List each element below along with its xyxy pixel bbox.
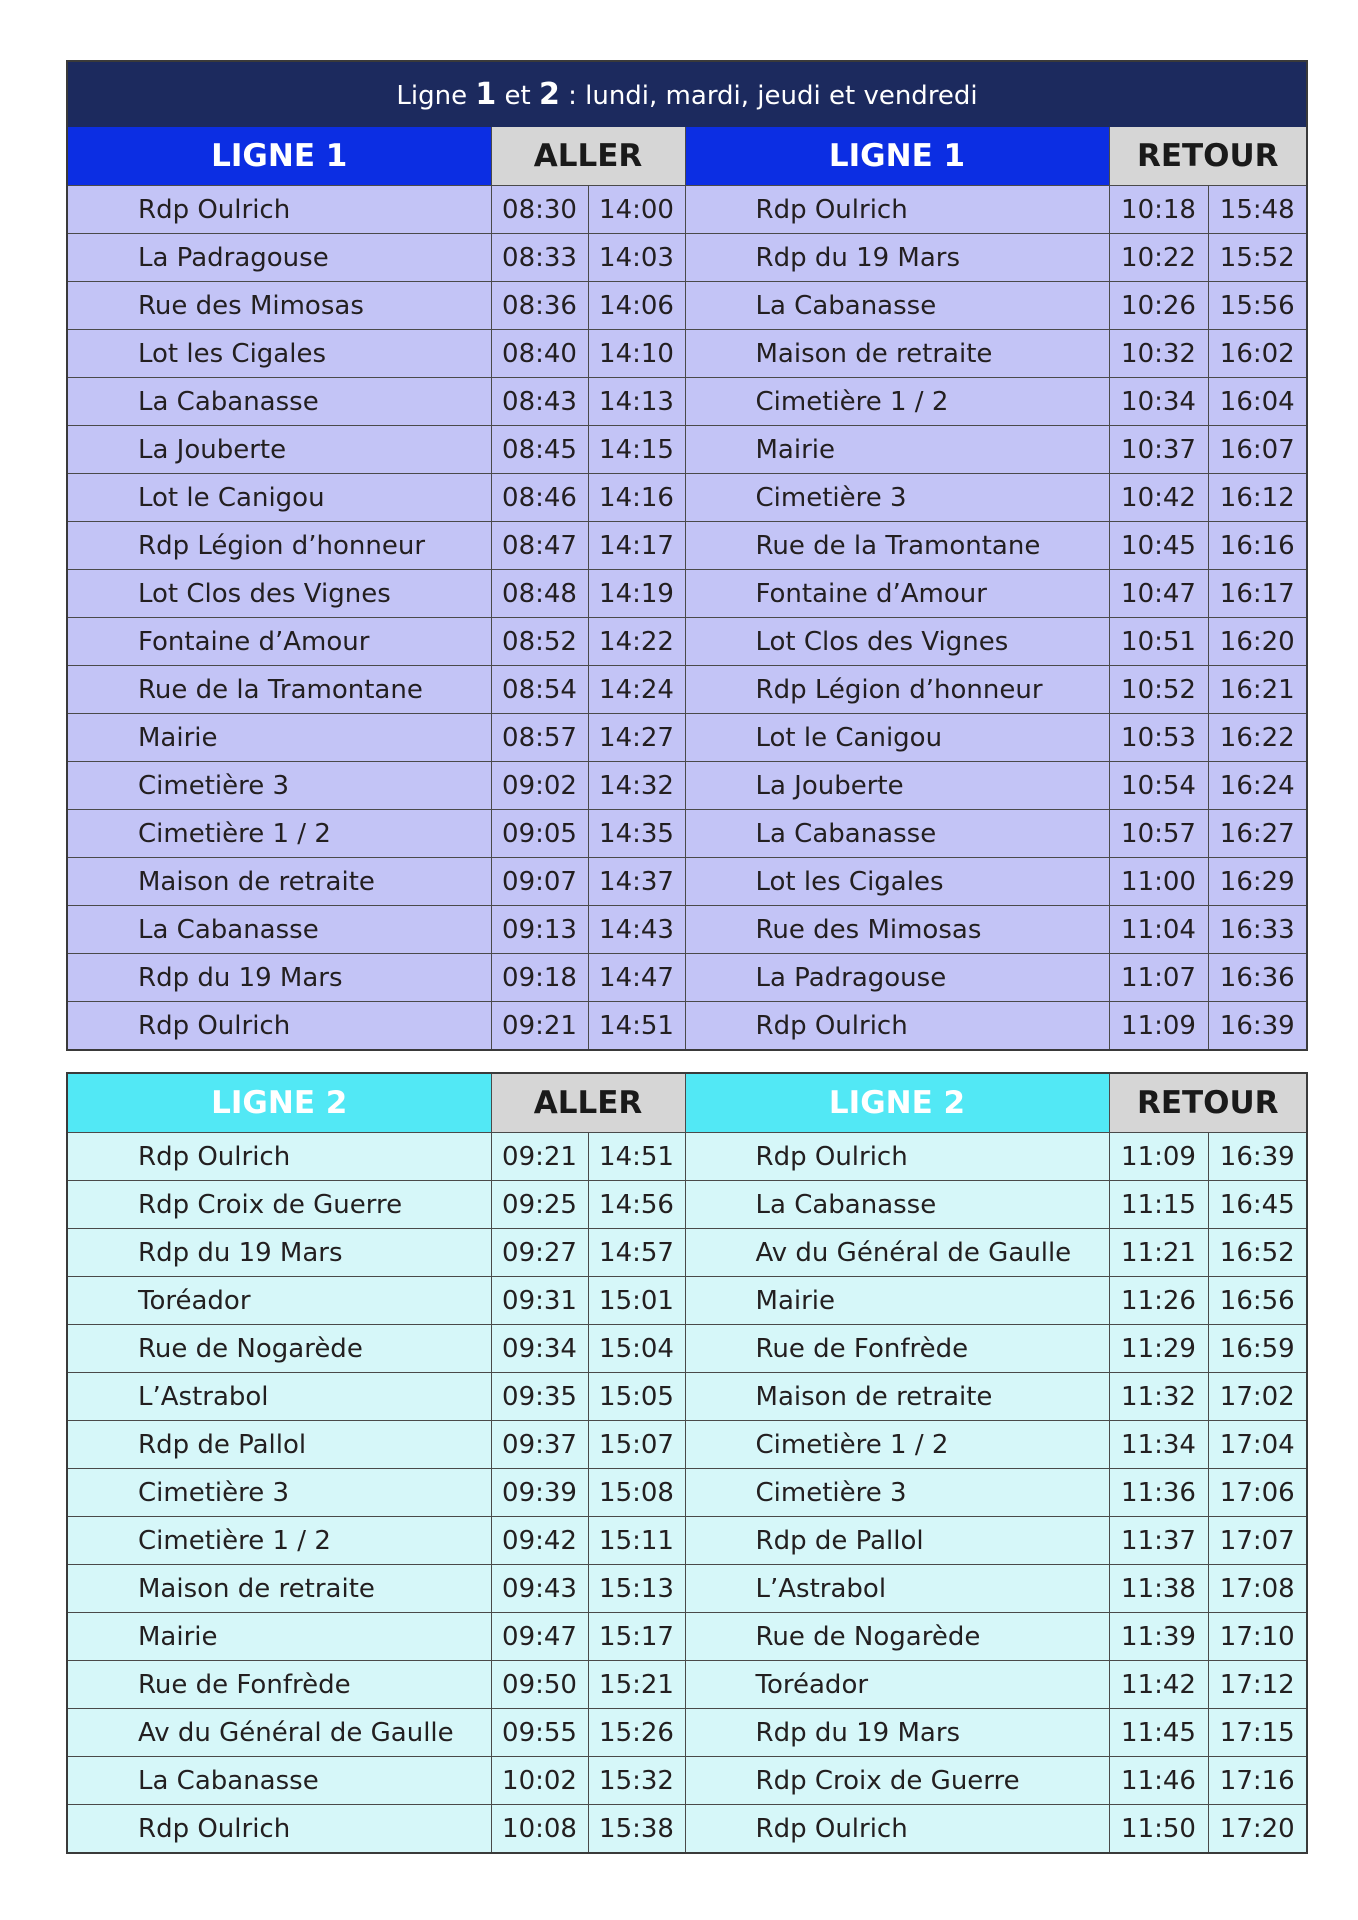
retour-time-afternoon: 17:16 <box>1208 1757 1307 1805</box>
retour-time-afternoon: 16:36 <box>1208 954 1307 1002</box>
aller-time-afternoon: 14:17 <box>588 522 685 570</box>
aller-stop: Toréador <box>67 1277 491 1325</box>
retour-time-morning: 11:04 <box>1109 906 1208 954</box>
aller-time-afternoon: 14:10 <box>588 330 685 378</box>
table-row <box>67 810 1307 858</box>
aller-stop: La Cabanasse <box>67 378 491 426</box>
retour-time-morning: 10:52 <box>1109 666 1208 714</box>
retour-time-afternoon: 16:39 <box>1208 1002 1307 1051</box>
retour-stop: Cimetière 1 / 2 <box>685 1421 1109 1469</box>
aller-stop: La Jouberte <box>67 426 491 474</box>
retour-stop: L’Astrabol <box>685 1565 1109 1613</box>
retour-time-morning: 11:36 <box>1109 1469 1208 1517</box>
retour-time-afternoon: 16:59 <box>1208 1325 1307 1373</box>
retour-time-morning: 10:18 <box>1109 186 1208 234</box>
aller-time-afternoon: 14:06 <box>588 282 685 330</box>
retour-stop: Rue de la Tramontane <box>685 522 1109 570</box>
aller-time-afternoon: 14:43 <box>588 906 685 954</box>
banner-text-and: et <box>496 80 539 111</box>
retour-stop: Lot les Cigales <box>685 858 1109 906</box>
aller-stop: L’Astrabol <box>67 1373 491 1421</box>
retour-stop: Mairie <box>685 1277 1109 1325</box>
aller-time-afternoon: 15:11 <box>588 1517 685 1565</box>
aller-time-morning: 09:31 <box>491 1277 588 1325</box>
retour-time-afternoon: 15:56 <box>1208 282 1307 330</box>
retour-time-morning: 11:26 <box>1109 1277 1208 1325</box>
aller-time-morning: 09:05 <box>491 810 588 858</box>
table-row <box>67 330 1307 378</box>
retour-stop: Cimetière 1 / 2 <box>685 378 1109 426</box>
table-row <box>67 762 1307 810</box>
aller-time-afternoon: 14:27 <box>588 714 685 762</box>
retour-stop: Rdp Légion d’honneur <box>685 666 1109 714</box>
ligne-2-aller-line-header: LIGNE 2 <box>67 1073 491 1133</box>
retour-time-afternoon: 16:52 <box>1208 1229 1307 1277</box>
aller-time-morning: 08:47 <box>491 522 588 570</box>
retour-stop: Av du Général de Gaulle <box>685 1229 1109 1277</box>
retour-time-afternoon: 16:27 <box>1208 810 1307 858</box>
aller-stop: Rdp Oulrich <box>67 1002 491 1051</box>
aller-time-morning: 09:21 <box>491 1133 588 1181</box>
table-row <box>67 1373 1307 1421</box>
retour-stop: Rue de Nogarède <box>685 1613 1109 1661</box>
aller-stop: Rdp Légion d’honneur <box>67 522 491 570</box>
retour-time-afternoon: 15:48 <box>1208 186 1307 234</box>
retour-time-afternoon: 16:56 <box>1208 1277 1307 1325</box>
retour-time-afternoon: 17:02 <box>1208 1373 1307 1421</box>
aller-time-morning: 09:42 <box>491 1517 588 1565</box>
aller-time-afternoon: 14:37 <box>588 858 685 906</box>
table-row <box>67 1661 1307 1709</box>
table-row <box>67 1757 1307 1805</box>
retour-time-afternoon: 16:24 <box>1208 762 1307 810</box>
aller-time-afternoon: 15:21 <box>588 1661 685 1709</box>
retour-time-morning: 10:54 <box>1109 762 1208 810</box>
retour-stop: Rdp Croix de Guerre <box>685 1757 1109 1805</box>
retour-stop: Lot le Canigou <box>685 714 1109 762</box>
retour-stop: La Cabanasse <box>685 1181 1109 1229</box>
table-row <box>67 1325 1307 1373</box>
aller-time-afternoon: 14:19 <box>588 570 685 618</box>
retour-time-afternoon: 17:20 <box>1208 1805 1307 1854</box>
table-row <box>67 1181 1307 1229</box>
retour-time-morning: 10:57 <box>1109 810 1208 858</box>
aller-time-morning: 08:33 <box>491 234 588 282</box>
aller-time-morning: 09:34 <box>491 1325 588 1373</box>
retour-time-morning: 10:26 <box>1109 282 1208 330</box>
table-row <box>67 234 1307 282</box>
aller-stop: Rue de Fonfrède <box>67 1661 491 1709</box>
retour-stop: La Jouberte <box>685 762 1109 810</box>
aller-time-afternoon: 14:35 <box>588 810 685 858</box>
aller-stop: Cimetière 3 <box>67 762 491 810</box>
retour-stop: Rdp Oulrich <box>685 1133 1109 1181</box>
aller-stop: Rdp Croix de Guerre <box>67 1181 491 1229</box>
retour-time-morning: 11:45 <box>1109 1709 1208 1757</box>
aller-stop: Rdp Oulrich <box>67 186 491 234</box>
aller-time-afternoon: 15:04 <box>588 1325 685 1373</box>
ligne-2-schedule-table <box>66 1072 1308 1854</box>
ligne-1-retour-line-header: LIGNE 1 <box>685 127 1109 186</box>
aller-time-afternoon: 14:03 <box>588 234 685 282</box>
aller-stop: Rdp de Pallol <box>67 1421 491 1469</box>
table-row <box>67 1565 1307 1613</box>
retour-time-afternoon: 17:15 <box>1208 1709 1307 1757</box>
aller-stop: Rue des Mimosas <box>67 282 491 330</box>
aller-time-morning: 08:43 <box>491 378 588 426</box>
retour-time-morning: 11:34 <box>1109 1421 1208 1469</box>
aller-time-morning: 09:25 <box>491 1181 588 1229</box>
aller-time-morning: 08:45 <box>491 426 588 474</box>
aller-time-morning: 09:13 <box>491 906 588 954</box>
retour-time-afternoon: 16:04 <box>1208 378 1307 426</box>
retour-time-afternoon: 17:08 <box>1208 1565 1307 1613</box>
retour-time-morning: 11:09 <box>1109 1133 1208 1181</box>
banner-line-2-number: 2 <box>538 76 560 112</box>
retour-time-afternoon: 16:21 <box>1208 666 1307 714</box>
aller-time-morning: 08:46 <box>491 474 588 522</box>
retour-time-afternoon: 16:12 <box>1208 474 1307 522</box>
table-row <box>67 618 1307 666</box>
retour-stop: La Cabanasse <box>685 810 1109 858</box>
table-row <box>67 1421 1307 1469</box>
retour-time-morning: 10:47 <box>1109 570 1208 618</box>
retour-time-afternoon: 17:04 <box>1208 1421 1307 1469</box>
retour-time-morning: 11:21 <box>1109 1229 1208 1277</box>
retour-time-afternoon: 17:12 <box>1208 1661 1307 1709</box>
table-row <box>67 1469 1307 1517</box>
aller-stop: Lot Clos des Vignes <box>67 570 491 618</box>
aller-time-afternoon: 15:05 <box>588 1373 685 1421</box>
aller-stop: La Cabanasse <box>67 906 491 954</box>
retour-time-afternoon: 16:22 <box>1208 714 1307 762</box>
table-row <box>67 1613 1307 1661</box>
retour-stop: Rdp Oulrich <box>685 1805 1109 1854</box>
table-row <box>67 522 1307 570</box>
schedule-banner <box>67 61 1307 127</box>
aller-stop: Fontaine d’Amour <box>67 618 491 666</box>
aller-time-afternoon: 14:51 <box>588 1002 685 1051</box>
aller-stop: Lot les Cigales <box>67 330 491 378</box>
retour-time-morning: 10:37 <box>1109 426 1208 474</box>
table-row <box>67 1277 1307 1325</box>
retour-time-morning: 11:29 <box>1109 1325 1208 1373</box>
aller-time-afternoon: 15:08 <box>588 1469 685 1517</box>
aller-time-morning: 08:48 <box>491 570 588 618</box>
retour-stop: La Padragouse <box>685 954 1109 1002</box>
ligne-1-retour-header: RETOUR <box>1109 127 1307 186</box>
aller-stop: Cimetière 3 <box>67 1469 491 1517</box>
aller-time-afternoon: 14:47 <box>588 954 685 1002</box>
aller-time-morning: 08:40 <box>491 330 588 378</box>
aller-time-afternoon: 15:07 <box>588 1421 685 1469</box>
retour-stop: Rue de Fonfrède <box>685 1325 1109 1373</box>
aller-stop: Maison de retraite <box>67 858 491 906</box>
table-row <box>67 1229 1307 1277</box>
retour-time-afternoon: 16:07 <box>1208 426 1307 474</box>
aller-time-morning: 09:21 <box>491 1002 588 1051</box>
retour-time-morning: 11:15 <box>1109 1181 1208 1229</box>
retour-time-morning: 11:38 <box>1109 1565 1208 1613</box>
aller-time-morning: 08:30 <box>491 186 588 234</box>
aller-time-afternoon: 14:56 <box>588 1181 685 1229</box>
table-row <box>67 1002 1307 1051</box>
retour-time-afternoon: 16:29 <box>1208 858 1307 906</box>
aller-stop: Mairie <box>67 1613 491 1661</box>
table-row <box>67 570 1307 618</box>
retour-time-morning: 10:34 <box>1109 378 1208 426</box>
aller-time-morning: 09:43 <box>491 1565 588 1613</box>
retour-time-morning: 10:22 <box>1109 234 1208 282</box>
aller-time-morning: 10:02 <box>491 1757 588 1805</box>
aller-time-morning: 09:02 <box>491 762 588 810</box>
retour-stop: Lot Clos des Vignes <box>685 618 1109 666</box>
retour-time-afternoon: 16:02 <box>1208 330 1307 378</box>
aller-stop: Cimetière 1 / 2 <box>67 810 491 858</box>
aller-time-morning: 09:47 <box>491 1613 588 1661</box>
aller-stop: Rdp du 19 Mars <box>67 1229 491 1277</box>
retour-stop: Cimetière 3 <box>685 474 1109 522</box>
retour-time-afternoon: 17:10 <box>1208 1613 1307 1661</box>
retour-stop: Mairie <box>685 426 1109 474</box>
aller-time-morning: 09:55 <box>491 1709 588 1757</box>
aller-time-afternoon: 14:00 <box>588 186 685 234</box>
retour-stop: Cimetière 3 <box>685 1469 1109 1517</box>
retour-time-morning: 11:50 <box>1109 1805 1208 1854</box>
retour-time-morning: 11:07 <box>1109 954 1208 1002</box>
aller-time-afternoon: 15:32 <box>588 1757 685 1805</box>
aller-stop: La Cabanasse <box>67 1757 491 1805</box>
retour-time-morning: 10:32 <box>1109 330 1208 378</box>
table-row <box>67 186 1307 234</box>
aller-stop: Rue de Nogarède <box>67 1325 491 1373</box>
aller-time-morning: 09:50 <box>491 1661 588 1709</box>
table-row <box>67 906 1307 954</box>
retour-stop: Toréador <box>685 1661 1109 1709</box>
retour-stop: Maison de retraite <box>685 1373 1109 1421</box>
retour-stop: Rdp Oulrich <box>685 186 1109 234</box>
banner-line-1-number: 1 <box>475 76 497 112</box>
retour-time-afternoon: 17:07 <box>1208 1517 1307 1565</box>
aller-time-morning: 08:36 <box>491 282 588 330</box>
ligne-2-rows <box>67 1133 1307 1854</box>
aller-time-morning: 08:54 <box>491 666 588 714</box>
retour-time-morning: 10:42 <box>1109 474 1208 522</box>
aller-stop: Rdp Oulrich <box>67 1133 491 1181</box>
aller-time-afternoon: 14:13 <box>588 378 685 426</box>
aller-time-morning: 08:52 <box>491 618 588 666</box>
table-row <box>67 1805 1307 1854</box>
aller-time-morning: 08:57 <box>491 714 588 762</box>
retour-stop: Fontaine d’Amour <box>685 570 1109 618</box>
aller-stop: Cimetière 1 / 2 <box>67 1517 491 1565</box>
ligne-2-retour-header: RETOUR <box>1109 1073 1307 1133</box>
ligne-1-rows <box>67 186 1307 1051</box>
retour-time-afternoon: 16:20 <box>1208 618 1307 666</box>
retour-time-morning: 10:45 <box>1109 522 1208 570</box>
aller-stop: Mairie <box>67 714 491 762</box>
table-row <box>67 1517 1307 1565</box>
retour-time-afternoon: 16:17 <box>1208 570 1307 618</box>
retour-time-morning: 11:39 <box>1109 1613 1208 1661</box>
banner-title <box>67 61 1307 127</box>
table-row <box>67 1133 1307 1181</box>
retour-stop: Rue des Mimosas <box>685 906 1109 954</box>
aller-time-afternoon: 14:22 <box>588 618 685 666</box>
retour-time-morning: 11:37 <box>1109 1517 1208 1565</box>
table-row <box>67 378 1307 426</box>
retour-time-afternoon: 16:39 <box>1208 1133 1307 1181</box>
retour-time-morning: 11:42 <box>1109 1661 1208 1709</box>
aller-time-afternoon: 15:26 <box>588 1709 685 1757</box>
retour-time-afternoon: 16:33 <box>1208 906 1307 954</box>
ligne-2-header-row <box>67 1073 1307 1133</box>
aller-time-morning: 09:37 <box>491 1421 588 1469</box>
retour-time-afternoon: 16:16 <box>1208 522 1307 570</box>
aller-time-afternoon: 14:24 <box>588 666 685 714</box>
retour-time-morning: 11:32 <box>1109 1373 1208 1421</box>
retour-time-afternoon: 17:06 <box>1208 1469 1307 1517</box>
ligne-1-aller-line-header: LIGNE 1 <box>67 127 491 186</box>
table-row <box>67 858 1307 906</box>
ligne-1-header-row <box>67 127 1307 186</box>
retour-time-morning: 10:51 <box>1109 618 1208 666</box>
aller-time-morning: 09:35 <box>491 1373 588 1421</box>
aller-time-afternoon: 14:32 <box>588 762 685 810</box>
aller-time-afternoon: 15:38 <box>588 1805 685 1854</box>
aller-stop: Av du Général de Gaulle <box>67 1709 491 1757</box>
retour-stop: La Cabanasse <box>685 282 1109 330</box>
ligne-2-retour-line-header: LIGNE 2 <box>685 1073 1109 1133</box>
table-row <box>67 474 1307 522</box>
aller-time-afternoon: 14:51 <box>588 1133 685 1181</box>
aller-time-morning: 09:27 <box>491 1229 588 1277</box>
retour-stop: Rdp du 19 Mars <box>685 234 1109 282</box>
retour-time-morning: 11:09 <box>1109 1002 1208 1051</box>
aller-stop: Rue de la Tramontane <box>67 666 491 714</box>
retour-stop: Maison de retraite <box>685 330 1109 378</box>
table-row <box>67 426 1307 474</box>
aller-time-afternoon: 15:01 <box>588 1277 685 1325</box>
table-row <box>67 282 1307 330</box>
aller-time-afternoon: 14:57 <box>588 1229 685 1277</box>
retour-time-morning: 10:53 <box>1109 714 1208 762</box>
aller-time-afternoon: 14:16 <box>588 474 685 522</box>
ligne-2-aller-header: ALLER <box>491 1073 685 1133</box>
aller-time-afternoon: 14:15 <box>588 426 685 474</box>
aller-stop: Rdp Oulrich <box>67 1805 491 1854</box>
ligne-1-aller-header: ALLER <box>491 127 685 186</box>
retour-time-morning: 11:46 <box>1109 1757 1208 1805</box>
aller-time-morning: 09:18 <box>491 954 588 1002</box>
aller-time-afternoon: 15:17 <box>588 1613 685 1661</box>
retour-stop: Rdp de Pallol <box>685 1517 1109 1565</box>
table-row <box>67 714 1307 762</box>
banner-text-prefix: Ligne <box>396 80 476 111</box>
aller-stop: Maison de retraite <box>67 1565 491 1613</box>
aller-time-afternoon: 15:13 <box>588 1565 685 1613</box>
ligne-1-schedule-table <box>66 60 1308 1051</box>
aller-time-morning: 09:39 <box>491 1469 588 1517</box>
aller-stop: Lot le Canigou <box>67 474 491 522</box>
retour-time-afternoon: 16:45 <box>1208 1181 1307 1229</box>
table-row <box>67 1709 1307 1757</box>
aller-stop: Rdp du 19 Mars <box>67 954 491 1002</box>
retour-stop: Rdp Oulrich <box>685 1002 1109 1051</box>
retour-stop: Rdp du 19 Mars <box>685 1709 1109 1757</box>
retour-time-morning: 11:00 <box>1109 858 1208 906</box>
aller-stop: La Padragouse <box>67 234 491 282</box>
table-row <box>67 666 1307 714</box>
aller-time-morning: 10:08 <box>491 1805 588 1854</box>
banner-days: : lundi, mardi, jeudi et vendredi <box>559 80 978 111</box>
aller-time-morning: 09:07 <box>491 858 588 906</box>
retour-time-afternoon: 15:52 <box>1208 234 1307 282</box>
table-row <box>67 954 1307 1002</box>
